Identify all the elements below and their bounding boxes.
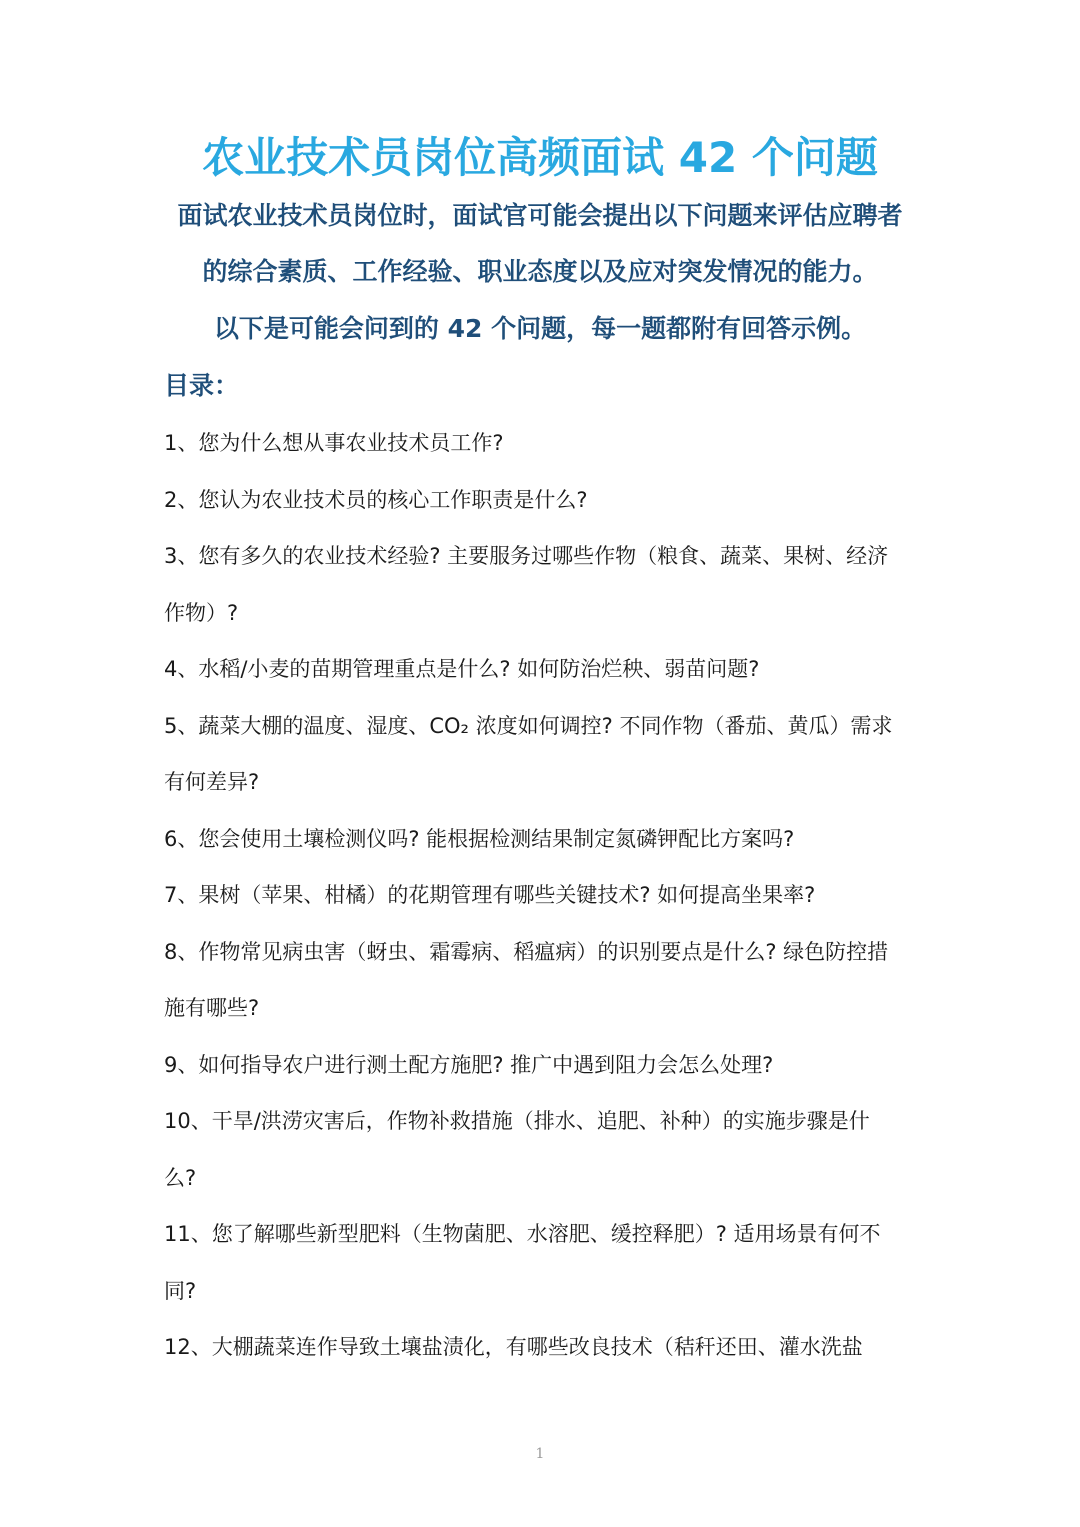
toc-line: 么?: [164, 1166, 197, 1190]
toc-line: 4、水稻/小麦的苗期管理重点是什么? 如何防治烂秧、弱苗问题?: [164, 657, 760, 681]
toc-line: 施有哪些?: [164, 996, 260, 1020]
toc-line: 11、您了解哪些新型肥料（生物菌肥、水溶肥、缓控释肥）? 适用场景有何不: [164, 1222, 881, 1246]
intro-line-1: 面试农业技术员岗位时，面试官可能会提出以下问题来评估应聘者: [177, 201, 903, 230]
page-number: 1: [535, 1446, 545, 1462]
toc-line: 有何差异?: [164, 770, 260, 794]
toc-line: 1、您为什么想从事农业技术员工作?: [164, 431, 504, 455]
toc-line: 6、您会使用土壤检测仪吗? 能根据检测结果制定氮磷钾配比方案吗?: [164, 827, 795, 851]
toc-line: 2、您认为农业技术员的核心工作职责是什么?: [164, 488, 588, 512]
toc-line: 5、蔬菜大棚的温度、湿度、CO₂ 浓度如何调控? 不同作物（番茄、黄瓜）需求: [164, 714, 893, 738]
intro-line-2: 的综合素质、工作经验、职业态度以及应对突发情况的能力。: [202, 257, 878, 286]
toc-line: 作物）?: [164, 601, 239, 625]
toc-line: 8、作物常见病虫害（蚜虫、霜霉病、稻瘟病）的识别要点是什么? 绿色防控措: [164, 940, 889, 964]
toc-line: 9、如何指导农户进行测土配方施肥? 推广中遇到阻力会怎么处理?: [164, 1053, 774, 1077]
toc-line: 同?: [164, 1279, 197, 1303]
toc-line: 12、大棚蔬菜连作导致土壤盐渍化，有哪些改良技术（秸秆还田、灌水洗盐: [164, 1335, 863, 1359]
document-title: 农业技术员岗位高频面试 42 个问题: [202, 133, 878, 182]
toc-line: 7、果树（苹果、柑橘）的花期管理有哪些关键技术? 如何提高坐果率?: [164, 883, 816, 907]
toc-line: 3、您有多久的农业技术经验? 主要服务过哪些作物（粮食、蔬菜、果树、经济: [164, 544, 889, 568]
toc-heading: 目录：: [164, 371, 240, 400]
intro-line-3: 以下是可能会问到的 42 个问题，每一题都附有回答示例。: [213, 314, 867, 343]
toc-line: 10、干旱/洪涝灾害后，作物补救措施（排水、追肥、补种）的实施步骤是什: [164, 1109, 870, 1133]
